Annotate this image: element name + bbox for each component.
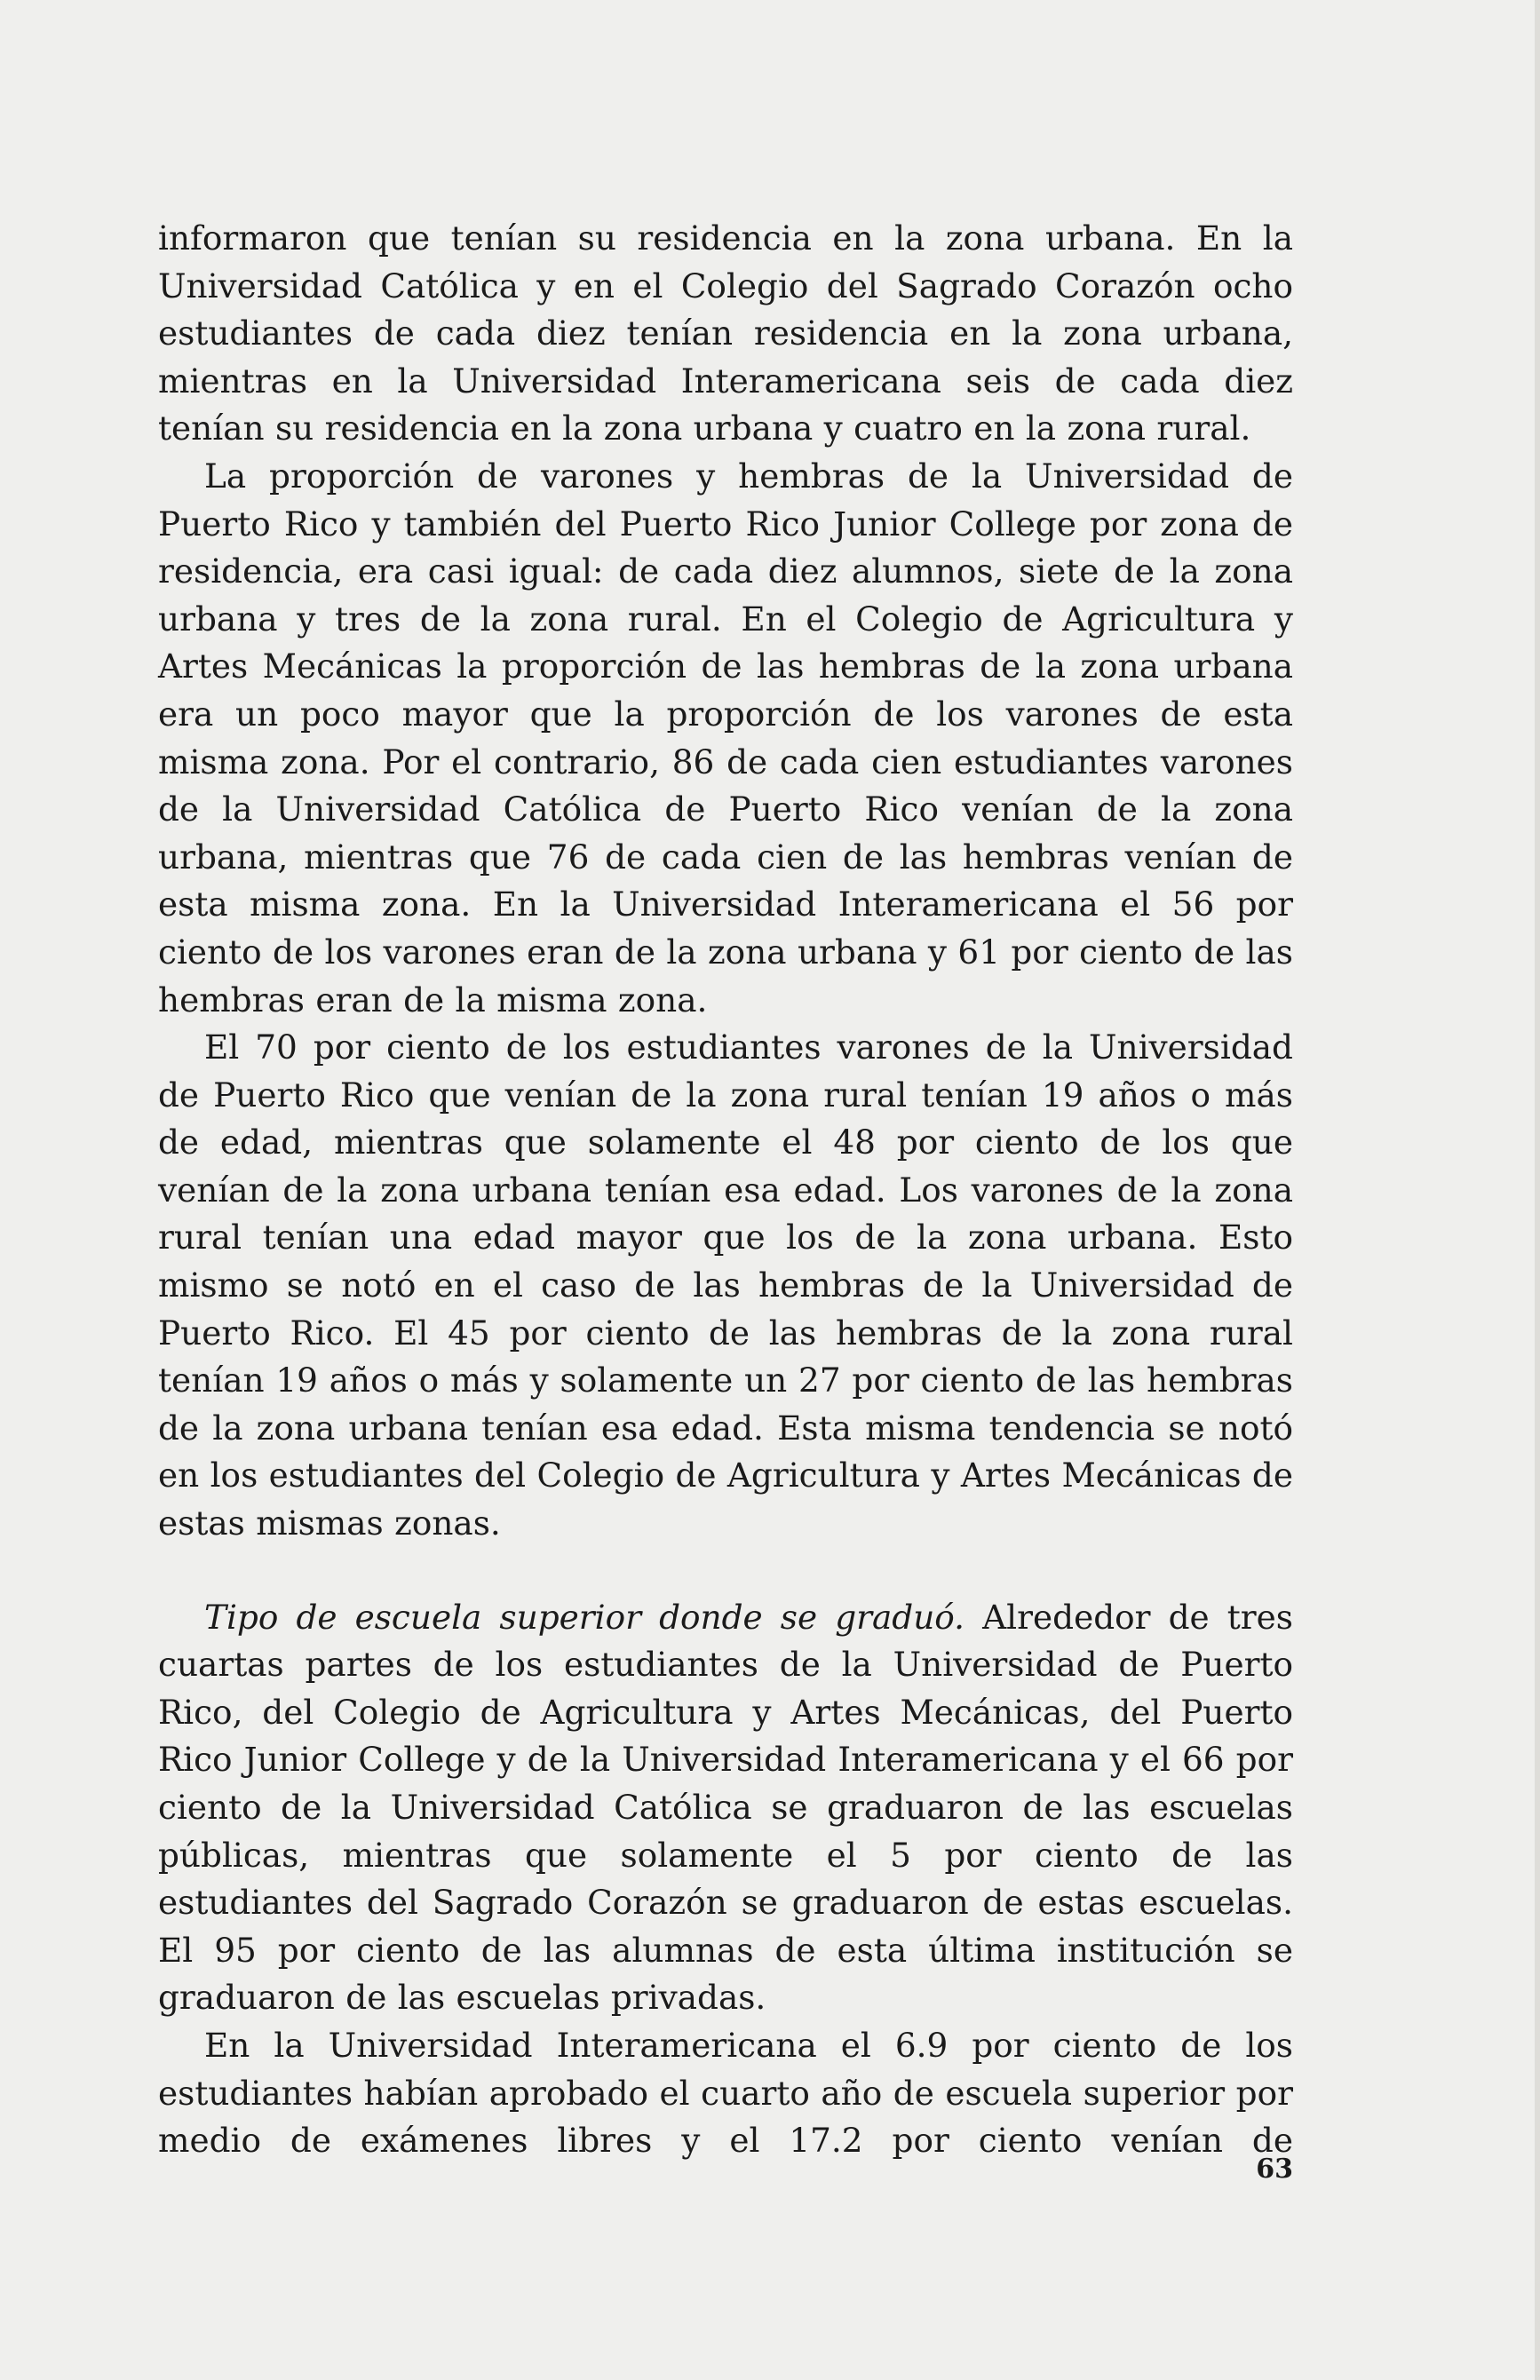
body-text: [158, 215, 1293, 2165]
section-heading: Tipo de escuela superior donde se graduó.: [204, 1597, 965, 1637]
paragraph-4-text: Alrededor de tres cuartas partes de los estudiantes de la Universidad de Puerto Rico, del Colegio de Agricultura y Artes Mecánicas, del Puerto Rico Junior College y de la Universidad Interamericana y el 66 por ciento de la Universidad Católica se graduaron de las escuelas públicas, mientras que solamente el 5 por ciento de las estudiantes del Sagrado Corazón se graduaron de estas escuelas. El 95 por ciento de las alumnas de esta última institución se graduaron de las escuelas privadas.: [158, 1597, 1293, 2018]
page-number: 63: [1256, 2154, 1293, 2185]
paragraph-1: informaron que tenían su residencia en la zona urbana. En la Universidad Católica y en el Colegio del Sagrado Corazón ocho estudiantes de cada diez tenían residencia en la zona urbana, mientras en la Universidad Interamericana seis de cada diez tenían su residencia en la zona urbana y cuatro en la zona rural.: [158, 218, 1293, 448]
paragraph-5: En la Universidad Interamericana el 6.9 por ciento de los estudiantes habían aprobado el cuarto año de escuela superior por medio de exámenes libres y el 17.2 por ciento venían de: [158, 2025, 1293, 2161]
page-edge: [1535, 0, 1540, 2380]
paragraph-4: [158, 1594, 1293, 2022]
paragraph-3: El 70 por ciento de los estudiantes varones de la Universidad de Puerto Rico que venían de la zona rural tenían 19 años o más de edad, mientras que solamente el 48 por ciento de los que venían de la zona urbana tenían esa edad. Los varones de la zona rural tenían una edad mayor que los de la zona urbana. Esto mismo se notó en el caso de las hembras de la Universidad de Puerto Rico. El 45 por ciento de las hembras de la zona rural tenían 19 años o más y solamente un 27 por ciento de las hembras de la zona urbana tenían esa edad. Esta misma tendencia se notó en los estudiantes del Colegio de Agricultura y Artes Mecánicas de estas mismas zonas.: [158, 1027, 1293, 1543]
paragraph-2: La proporción de varones y hembras de la Universidad de Puerto Rico y también del Puerto Rico Junior College por zona de residencia, era casi igual: de cada diez alumnos, siete de la zona urbana y tres de la zona rural. En el Colegio de Agricultura y Artes Mecánicas la proporción de las hembras de la zona urbana era un poco mayor que la proporción de los varones de esta misma zona. Por el contrario, 86 de cada cien estudiantes varones de la Universidad Católica de Puerto Rico venían de la zona urbana, mientras que 76 de cada cien de las hembras venían de esta misma zona. En la Universidad Interamericana el 56 por ciento de los varones eran de la zona urbana y 61 por ciento de las hembras eran de la misma zona.: [158, 456, 1293, 1019]
